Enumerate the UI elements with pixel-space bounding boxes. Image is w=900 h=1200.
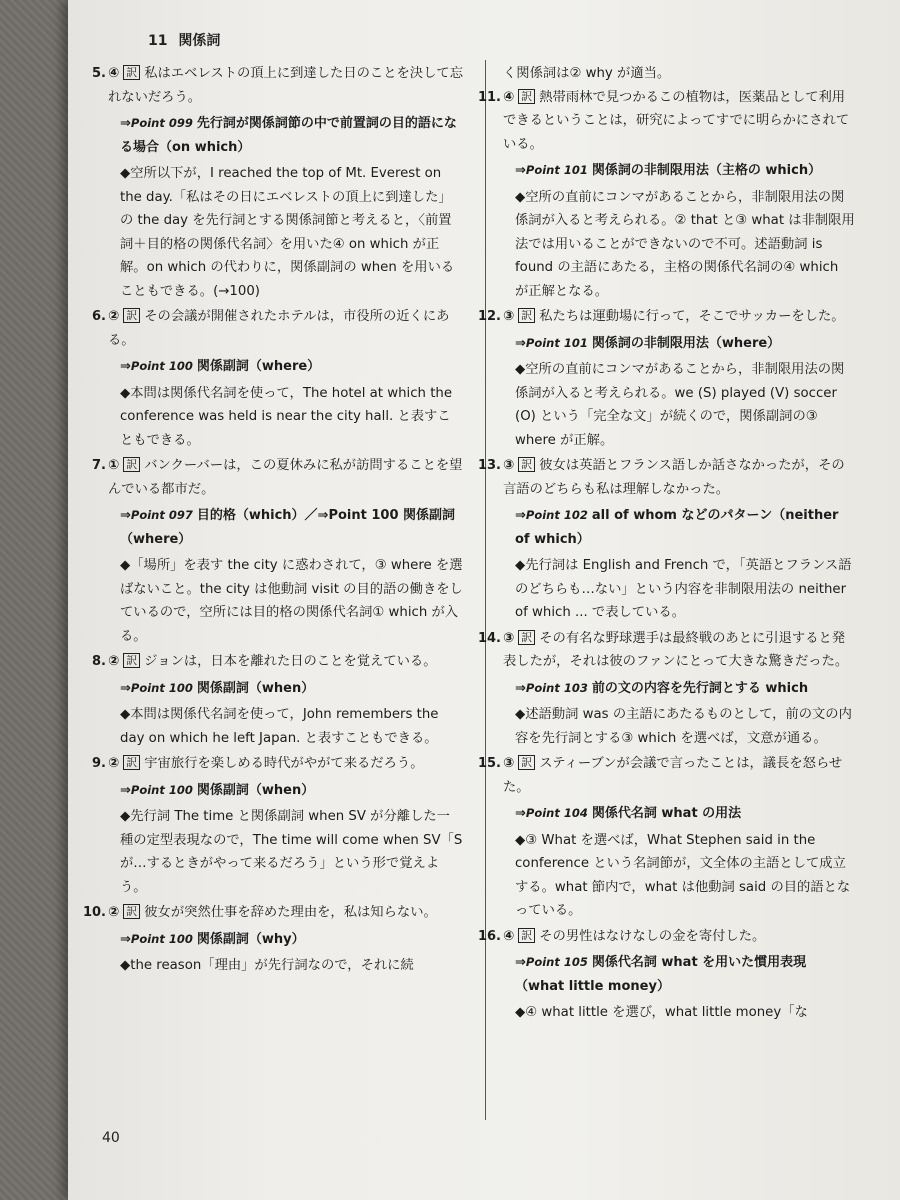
explanation-text: ◆本問は関係代名詞を使って，The hotel at which the conference was held is near the city hall. と表すこともできる。	[120, 385, 453, 448]
point-title: all of whom などのパターン（neither of which）	[515, 508, 839, 547]
chapter-header	[148, 30, 220, 50]
translation-text: 宇宙旅行を楽しめる時代がやがて来るだろう。	[144, 756, 424, 771]
translation-text: その会議が開催されたホテルは，市役所の近くにある。	[108, 309, 450, 348]
answer-entry	[92, 305, 463, 452]
translation-badge: 訳	[123, 65, 140, 80]
point-title: 前の文の内容を先行詞とする which	[591, 680, 809, 696]
point-reference	[503, 332, 855, 356]
explanation-text: ◆述語動詞 was の主語にあたるものとして，前の文の内容を先行詞とする③ which を選べば，文意が通る。	[515, 707, 852, 746]
question-number: 13.	[477, 458, 501, 473]
answer-choice: ④	[503, 928, 515, 944]
arrow-icon: ⇒	[515, 508, 526, 523]
answer-entry	[477, 627, 855, 751]
continued-explanation: く関係詞は② why が適当。	[503, 66, 671, 81]
answer-entry	[92, 752, 463, 899]
arrow-icon: ⇒	[515, 680, 526, 696]
translation-badge: 訳	[518, 308, 535, 323]
arrow-icon: ⇒	[120, 508, 131, 523]
chapter-title: 関係詞	[178, 33, 221, 49]
point-title: 関係詞の非制限用法（where）	[591, 335, 781, 351]
explanation-text: ◆先行詞 The time と関係副詞 when SV が分離した一種の定型表現なので，The time will come when SV「Sが…するときがやって来るだろう」という形で覚えよう。	[120, 809, 463, 895]
point-label: Point 100	[130, 931, 193, 946]
question-number: 10.	[82, 905, 106, 920]
arrow-icon: ⇒	[120, 680, 131, 696]
left-column	[82, 62, 463, 980]
point-reference	[108, 677, 463, 701]
answer-line	[503, 752, 855, 799]
answer-line	[108, 62, 463, 109]
point-label: Point 097	[130, 508, 193, 522]
answer-entry	[92, 454, 463, 648]
translation-text: その有名な野球選手は最終戦のあとに引退すると発表したが，それは彼のファンにとって大きな驚きだった。	[503, 630, 849, 669]
arrow-icon: ⇒	[120, 782, 131, 798]
answer-entry	[92, 62, 463, 303]
answer-choice: ④	[108, 66, 120, 81]
translation-badge: 訳	[518, 457, 535, 472]
question-number: 15.	[477, 756, 501, 771]
explanation-text: ◆④ what little を選び，what little money「な	[515, 1005, 808, 1020]
answer-entry	[477, 925, 855, 1025]
point-reference	[108, 779, 463, 803]
answer-choice: ②	[108, 905, 120, 920]
right-column	[477, 62, 855, 1027]
answer-line	[503, 454, 855, 501]
page-number: 40	[102, 1130, 120, 1146]
point-reference	[108, 355, 463, 379]
point-reference	[503, 159, 855, 183]
translation-text: 私たちは運動場に行って，そこでサッカーをした。	[539, 309, 845, 324]
translation-text: 私はエベレストの頂上に到達した日のことを決して忘れないだろう。	[108, 66, 463, 105]
point-reference	[503, 677, 855, 701]
point-reference	[503, 504, 855, 551]
translation-badge: 訳	[518, 89, 535, 104]
answer-line	[108, 650, 463, 674]
explanation-text: ◆本問は関係代名詞を使って，John remembers the day on which he left Japan. と表すこともできる。	[120, 707, 439, 746]
answer-choice: ①	[108, 458, 120, 473]
question-number: 6.	[92, 309, 106, 324]
explanation-text: ◆the reason「理由」が先行詞なので，それに続	[120, 958, 414, 973]
question-number: 16.	[477, 928, 501, 944]
point-label: Point 102	[525, 508, 588, 522]
answer-choice: ③	[503, 630, 515, 646]
point-title: 関係副詞（why）	[196, 931, 305, 947]
column-divider	[485, 60, 486, 1120]
answer-entry	[477, 752, 855, 923]
arrow-icon: ⇒	[515, 335, 526, 351]
answer-line	[503, 925, 855, 949]
answer-line	[108, 454, 463, 501]
answer-entry	[477, 454, 855, 625]
point-title: 先行詞が関係詞節の中で前置詞の目的語になる場合（on which）	[120, 116, 457, 155]
question-number: 7.	[92, 458, 106, 473]
answer-choice: ③	[503, 756, 515, 771]
point-title: 関係副詞（when）	[196, 680, 315, 696]
translation-badge: 訳	[123, 755, 140, 770]
answer-line	[503, 305, 855, 329]
question-number: 5.	[92, 66, 106, 81]
translation-text: 彼女は英語とフランス語しか話さなかったが，その言語のどちらも私は理解しなかった。	[503, 458, 845, 497]
explanation-text: ◆空所の直前にコンマがあることから，非制限用法の関係詞が入ると考えられる。we (S) played (V) soccer (O) という「完全な文」が続くので，関係副詞の③ where が正解。	[515, 362, 845, 448]
answer-line	[503, 86, 855, 157]
question-number: 12.	[477, 309, 501, 324]
question-number: 11.	[477, 89, 501, 105]
translation-text: 彼女が突然仕事を辞めた理由を，私は知らない。	[144, 905, 437, 920]
translation-badge: 訳	[123, 308, 140, 323]
point-label: Point 100	[130, 680, 193, 695]
answer-choice: ②	[108, 309, 120, 324]
arrow-icon: ⇒	[120, 931, 131, 947]
point-label: Point 101	[525, 335, 588, 350]
translation-badge: 訳	[123, 904, 140, 919]
point-label: Point 103	[525, 680, 588, 695]
point-title: 関係副詞（when）	[196, 782, 315, 798]
explanation-text: ◆③ What を選べば，What Stephen said in the conference という名詞節が，文全体の主語として成立する。what 節内で，what は他動詞 said の目的語となっている。	[515, 832, 851, 918]
point-label: Point 101	[525, 163, 588, 177]
translation-badge: 訳	[123, 653, 140, 668]
translation-text: バンクーバーは，この夏休みに私が訪問することを望んでいる都市だ。	[108, 458, 463, 497]
answer-line	[503, 627, 855, 674]
translation-text: その男性はなけなしの金を寄付した。	[539, 928, 766, 944]
translation-badge: 訳	[123, 457, 140, 472]
arrow-icon: ⇒	[120, 359, 131, 374]
arrow-icon: ⇒	[120, 116, 131, 131]
answer-line	[108, 752, 463, 776]
answer-line	[108, 901, 463, 925]
arrow-icon: ⇒	[515, 163, 526, 178]
answer-entry	[82, 901, 463, 978]
translation-badge: 訳	[518, 928, 535, 943]
point-reference	[503, 802, 855, 826]
explanation-text: ◆空所の直前にコンマがあることから，非制限用法の関係詞が入ると考えられる。② that と③ what は非制限用法では用いることができないので不可。述語動詞 is found の主語にあたる，主格の関係代名詞の④ which が正解となる。	[515, 189, 855, 299]
arrow-icon: ⇒	[515, 806, 526, 821]
point-title: 関係代名詞 what の用法	[591, 806, 742, 821]
arrow-icon: ⇒	[515, 955, 526, 970]
explanation-text: ◆空所以下が，I reached the top of Mt. Everest on the day.「私はその日にエベレストの頂上に到達した」の the day を先行詞とする関係詞節と考えると，〈前置詞＋目的格の関係代名詞〉を用いた④ on which が正解。on which の代わりに，関係副詞の when を用いることもできる。(→100)	[120, 166, 455, 299]
answer-choice: ③	[503, 309, 515, 324]
question-number: 9.	[92, 756, 106, 771]
answer-entry	[477, 86, 855, 304]
answer-choice: ②	[108, 756, 120, 771]
translation-text: ジョンは，日本を離れた日のことを覚えている。	[144, 654, 437, 669]
point-label: Point 099	[130, 116, 193, 130]
point-title: 目的格（which）／⇒Point 100 関係副詞（where）	[120, 508, 456, 547]
translation-text: スティーブンが会議で言ったことは，議長を怒らせた。	[503, 756, 843, 795]
translation-badge: 訳	[518, 630, 535, 645]
point-label: Point 100	[130, 359, 193, 373]
answer-choice: ③	[503, 458, 515, 473]
point-title: 関係詞の非制限用法（主格の which）	[591, 163, 822, 178]
point-title: 関係副詞（where）	[196, 359, 321, 374]
question-number: 14.	[477, 630, 501, 646]
explanation-text: ◆先行詞は English and French で，「英語とフランス語のどちらも…ない」という内容を非制限用法の neither of which ... で表している。	[515, 558, 852, 620]
answer-line	[108, 305, 463, 352]
translation-badge: 訳	[518, 755, 535, 770]
point-label: Point 104	[525, 806, 588, 820]
answer-entry	[92, 650, 463, 750]
explanation-text: ◆「場所」を表す the city に惑わされて，③ where を選ばないこと。the city は他動詞 visit の目的語の働きをしているので，空所には目的格の関係代名詞① which が入る。	[120, 558, 463, 644]
answer-choice: ②	[108, 654, 120, 669]
translation-text: 熱帯雨林で見つかるこの植物は，医薬品として利用できるということは，研究によってすでに明らかにされている。	[503, 89, 850, 152]
point-label: Point 100	[130, 782, 193, 797]
answer-choice: ④	[503, 89, 515, 105]
point-label: Point 105	[525, 955, 588, 969]
answer-entry	[477, 305, 855, 452]
point-reference	[503, 951, 855, 998]
point-reference	[108, 928, 463, 952]
chapter-number: 11	[148, 33, 168, 49]
point-title: 関係代名詞 what を用いた慣用表現（what little money）	[515, 955, 807, 994]
point-reference	[108, 112, 463, 159]
point-reference	[108, 504, 463, 551]
question-number: 8.	[92, 654, 106, 669]
